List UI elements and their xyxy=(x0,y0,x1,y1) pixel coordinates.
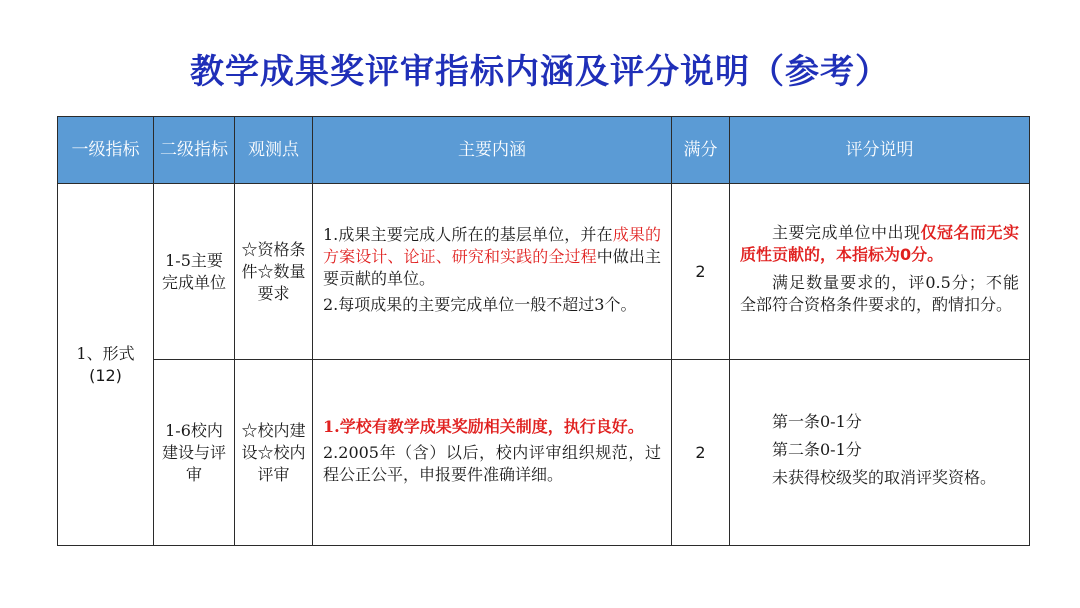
content-highlight: 成果的方案设计、论证、研究和实践的全过程 xyxy=(323,224,661,266)
level2-label: 1-5主要完成单位 xyxy=(161,250,226,292)
page-title: 教学成果奖评审指标内涵及评分说明（参考） xyxy=(190,52,890,92)
content-highlight: 1.学校有教学成果奖励相关制度，执行良好。 xyxy=(323,416,644,436)
table-row xyxy=(58,360,1030,546)
explain-cell xyxy=(730,184,1030,360)
content-paragraph xyxy=(323,224,661,290)
explain-cell xyxy=(730,360,1030,546)
header-row xyxy=(58,117,1030,184)
explain-paragraph xyxy=(740,222,1019,266)
header-full: 满分 xyxy=(672,117,730,184)
header-content: 主要内涵 xyxy=(313,117,672,184)
explain-text: 主要完成单位中出现 xyxy=(772,222,921,242)
level2-cell xyxy=(154,360,235,546)
header-level1: 一级指标 xyxy=(58,117,154,184)
level2-label: 1-6校内建设与评审 xyxy=(161,420,226,484)
header-observe: 观测点 xyxy=(235,117,313,184)
criteria-table xyxy=(57,116,1030,546)
level1-cell xyxy=(58,184,154,546)
explain-line: 第一条0-1分 xyxy=(772,411,862,431)
header-level2: 二级指标 xyxy=(154,117,235,184)
level2-cell xyxy=(154,184,235,360)
full-score: 2 xyxy=(672,360,730,546)
header-explain: 评分说明 xyxy=(730,117,1030,184)
content-cell xyxy=(313,184,672,360)
content-text: 中做出主要贡献的单位。 xyxy=(323,246,661,288)
observe-label: ☆资格条件☆数量要求 xyxy=(241,239,306,303)
observe-cell xyxy=(235,360,313,546)
level1-name: 1、形式 xyxy=(76,343,135,363)
explain-paragraph: 满足数量要求的，评0.5分；不能全部符合资格条件要求的，酌情扣分。 xyxy=(740,272,1019,314)
explain-line: 第二条0-1分 xyxy=(772,439,862,459)
content-text: 1.成果主要完成人所在的基层单位，并在 xyxy=(323,224,613,244)
full-score: 2 xyxy=(672,184,730,360)
explain-line: 未获得校级奖的取消评奖资格。 xyxy=(772,467,997,487)
observe-cell xyxy=(235,184,313,360)
content-paragraph: 2.每项成果的主要完成单位一般不超过3个。 xyxy=(323,294,637,314)
explain-highlight-zero: 0 xyxy=(900,244,912,264)
table-row xyxy=(58,184,1030,360)
content-cell xyxy=(313,360,672,546)
explain-highlight: 分。 xyxy=(911,244,944,264)
level1-score: (12) xyxy=(89,365,122,385)
observe-label: ☆校内建设☆校内评审 xyxy=(241,420,306,484)
explain-highlight: 仅冠名而无实质性贡献的，本指标为 xyxy=(740,222,1019,264)
content-paragraph: 2.2005年（含）以后，校内评审组织规范，过程公正公平，申报要件准确详细。 xyxy=(323,442,661,484)
